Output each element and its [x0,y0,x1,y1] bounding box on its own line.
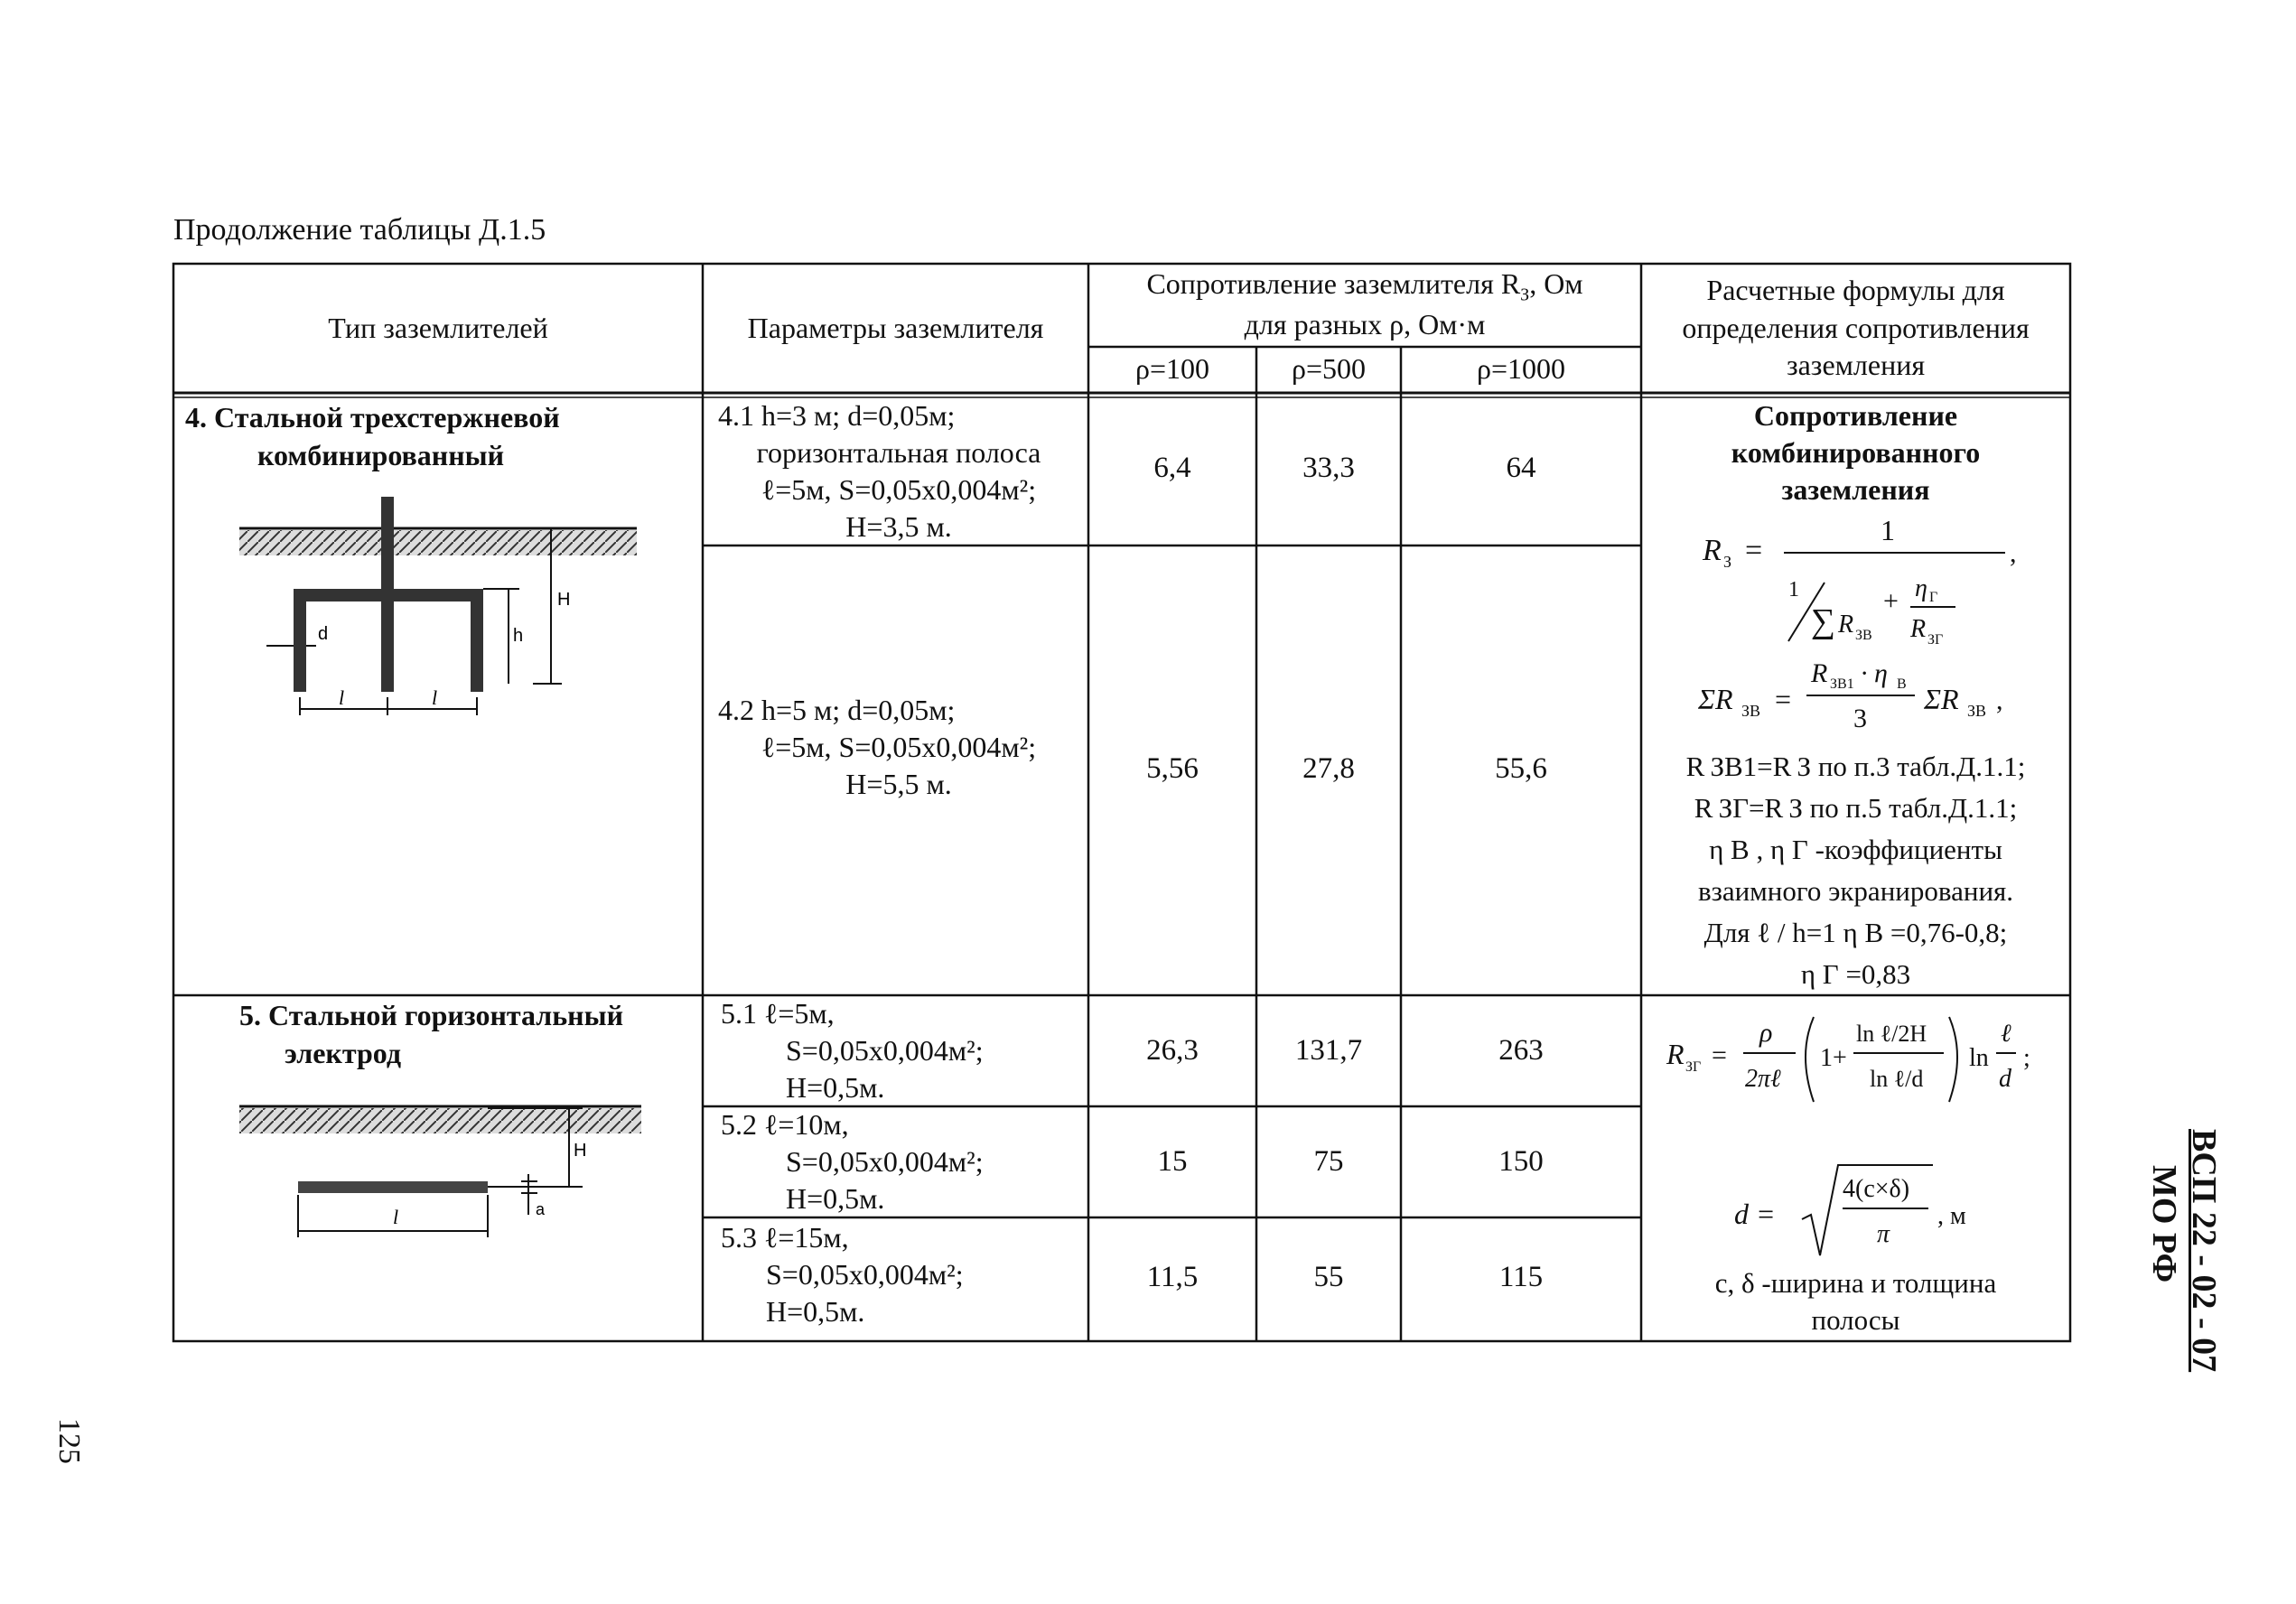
row-5-2-r1000: 150 [1498,1145,1544,1178]
svg-text:ln ℓ/d: ln ℓ/d [1870,1066,1924,1092]
group4-formula-note1: R ЗВ1=R З по п.3 табл.Д.1.1; [1685,751,2026,782]
document-code [2144,1129,2224,1372]
svg-text:· η: · η [1861,658,1888,688]
svg-text:;: ; [2023,1044,2030,1072]
group5-title-line2: электрод [285,1037,402,1069]
group4-formula-note6: η Г =0,83 [1800,958,1911,990]
diagram-label-l1: l [339,686,345,709]
group4-formula-note4: взаимного экранирования. [1697,875,2014,907]
row-4-2-r500: 27,8 [1302,752,1355,785]
svg-text:=: = [1775,683,1792,715]
row-4-1-r1000: 64 [1506,452,1536,484]
svg-text:ρ: ρ [1759,1018,1773,1048]
svg-text:=: = [1712,1040,1727,1070]
svg-text:ln ℓ/2H: ln ℓ/2H [1856,1021,1927,1047]
row-5-2-r500: 75 [1313,1145,1344,1178]
svg-text:R: R [1703,534,1722,567]
diagram-label-d: d [318,624,329,644]
group4-formula-note3: η В , η Г -коэффициенты [1709,834,2002,865]
row-5-3-r500: 55 [1313,1261,1344,1293]
group4-formula-title-3: заземления [1781,473,1930,506]
three-rod-electrode-diagram [226,488,650,741]
svg-text:4(c×δ): 4(c×δ) [1843,1175,1910,1203]
svg-text:R: R [1666,1038,1685,1070]
header-resistance-line2: для разных ρ, Ом·м [1244,308,1486,341]
group4-formula-title [1641,397,2070,508]
svg-text:+: + [1883,586,1899,616]
row-4-1-param-line3: ℓ=5м, S=0,05x0,004м²; [761,473,1037,506]
diagram-label-l2: l [432,686,438,709]
svg-text:π: π [1877,1220,1890,1248]
header-params: Параметры заземлителя [747,311,1044,344]
row-5-2-r100: 15 [1157,1145,1188,1178]
svg-text:ЗВ: ЗВ [1741,702,1761,720]
svg-text:В: В [1897,676,1907,692]
row-5-1-param-line3: H=0,5м. [786,1071,885,1104]
header-formulas: Расчетные формулы для определения сопротивления заземления [1682,274,2030,382]
row-5-2-param-line1: 5.2 ℓ=10м, [721,1108,849,1141]
sum-resistance-formula [1680,650,2041,741]
row-4-2-param-line2: ℓ=5м, S=0,05x0,004м²; [761,731,1037,763]
row-4-2-param-line1: 4.2 h=5 м; d=0,05м; [718,694,956,726]
svg-text:1: 1 [1881,514,1895,546]
svg-text:1: 1 [1788,578,1799,602]
page-number: 125 [52,1418,86,1464]
group4-title-line2: комбинированный [257,439,505,471]
row-5-2-params [721,1106,1082,1217]
row-5-1-param-line1: 5.1 ℓ=5м, [721,997,835,1030]
document-code-line1: ВСП 22 - 02 - 07 [2185,1129,2223,1373]
row-4-2-params [718,692,1079,803]
svg-text:ЗГ: ЗГ [1927,632,1944,648]
header-resistance [1088,266,1641,344]
row-4-2-r1000: 55,6 [1495,752,1547,785]
group4-formula-note2: R ЗГ=R З по п.5 табл.Д.1.1; [1694,792,2018,824]
row-5-1-r500: 131,7 [1294,1034,1363,1067]
row-5-1-param-line2: S=0,05x0,004м²; [786,1034,984,1067]
svg-text:ℓ: ℓ [2001,1020,2011,1048]
group5-title-line1: 5. Стальной горизонтальный [239,999,624,1031]
row-5-3-param-line2: S=0,05x0,004м²; [766,1258,964,1291]
svg-text:ln: ln [1969,1044,1989,1072]
diagram-label-h: h [513,626,524,646]
group5-formula-notes [1641,1264,2070,1338]
svg-text:3: 3 [1853,704,1867,733]
row-4-2-r100: 5,56 [1146,752,1199,785]
svg-text:Г: Г [1929,590,1938,605]
row-5-3-param-line3: H=0,5м. [766,1295,865,1328]
row-4-1-r500: 33,3 [1302,452,1355,484]
combined-resistance-formula [1689,506,2032,659]
svg-text:ΣR: ΣR [1924,683,1959,715]
row-5-1-r100: 26,3 [1146,1034,1199,1067]
svg-text:2πℓ: 2πℓ [1745,1065,1781,1093]
diagram5-label-l: l [393,1206,399,1228]
horizontal-resistance-formula [1653,1001,2064,1118]
header-rho-500: ρ=500 [1291,352,1366,385]
row-5-3-r100: 11,5 [1146,1261,1199,1293]
row-5-3-r1000: 115 [1498,1261,1544,1293]
header-rho-1000: ρ=1000 [1476,352,1565,385]
row-5-3-params [721,1219,1082,1330]
svg-text:ЗГ: ЗГ [1685,1059,1702,1075]
row-5-1-r1000: 263 [1498,1034,1544,1067]
svg-text:З: З [1723,553,1732,571]
svg-text:,: , [1996,685,2003,715]
horizontal-electrode-diagram [230,1088,655,1260]
svg-text:ЗВ: ЗВ [1855,628,1872,643]
svg-text:=: = [1745,534,1763,567]
diagram5-label-a: a [536,1200,546,1218]
svg-text:, м: , м [1937,1202,1966,1230]
row-4-1-param-line1: 4.1 h=3 м; d=0,05м; [718,399,956,432]
group4-formula-notes [1641,746,2070,995]
diagram5-label-H: H [574,1141,587,1161]
svg-text:d =: d = [1734,1198,1776,1230]
diagram-label-H: H [557,590,571,610]
svg-text:,: , [2010,538,2017,568]
group5-formula-note1: c, δ -ширина и толщина [1714,1267,1997,1299]
svg-text:ЗВ1: ЗВ1 [1830,676,1854,692]
svg-text:R: R [1811,658,1828,688]
row-4-1-params [718,397,1079,546]
svg-text:R: R [1910,615,1927,643]
header-resistance-line1: Сопротивление заземлителя $R_З$, Ом [1146,267,1583,305]
row-4-1-r100: 6,4 [1153,452,1191,484]
table-caption: Продолжение таблицы Д.1.5 [173,213,546,247]
svg-text:η: η [1915,574,1927,602]
svg-text:ЗВ: ЗВ [1967,702,1987,720]
svg-text:ΣR: ΣR [1698,683,1733,715]
row-5-1-params [721,995,1082,1106]
row-4-1-param-line2: горизонтальная полоса [756,436,1041,469]
svg-text:R: R [1838,611,1854,639]
header-type: Тип заземлителей [328,311,548,344]
group4-title-line1: 4. Стальной трехстержневой [185,401,560,434]
document-code-line2: МО РФ [2145,1165,2183,1283]
strip-diameter-formula [1716,1156,2041,1264]
row-4-1-param-line4: H=3,5 м. [845,510,952,543]
group4-formula-note5: Для ℓ / h=1 η В =0,76-0,8; [1703,917,2008,948]
row-5-2-param-line3: H=0,5м. [786,1182,885,1215]
svg-text:1+: 1+ [1820,1044,1847,1072]
group4-formula-title-2: комбинированного [1731,436,1981,469]
header-rho-100: ρ=100 [1134,352,1209,385]
svg-text:d: d [1999,1065,2011,1093]
group5-formula-note2: полосы [1811,1304,1900,1336]
svg-text:∑: ∑ [1811,602,1836,640]
row-4-2-param-line3: H=5,5 м. [845,768,952,800]
row-5-3-param-line1: 5.3 ℓ=15м, [721,1221,849,1254]
row-5-2-param-line2: S=0,05x0,004м²; [786,1145,984,1178]
group4-formula-title-1: Сопротивление [1753,399,1958,432]
